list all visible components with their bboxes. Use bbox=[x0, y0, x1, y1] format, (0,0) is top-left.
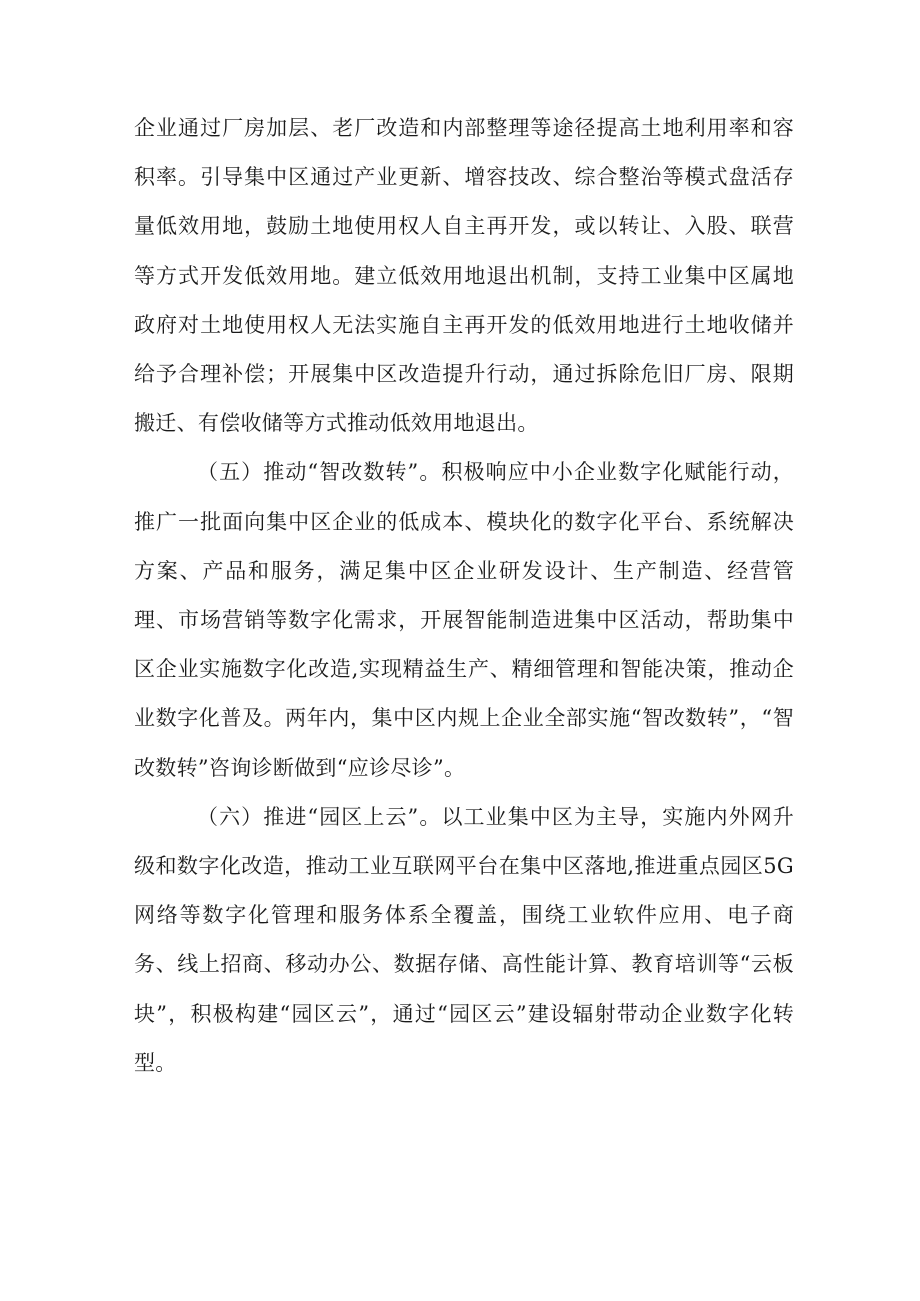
document-body bbox=[134, 104, 794, 1088]
paragraph-land-use: 企业通过厂房加层、老厂改造和内部整理等途径提高土地利用率和容积率。引导集中区通过产业更新、增容技改、综合整治等模式盘活存量低效用地，鼓励土地使用权人自主再开发，或以转让、入股、联营等方式开发低效用地。建立低效用地退出机制，支持工业集中区属地政府对土地使用权人无法实施自主再开发的低效用地进行土地收储并给予合理补偿；开展集中区改造提升行动，通过拆除危旧厂房、限期搬迁、有偿收储等方式推动低效用地退出。 bbox=[134, 116, 794, 436]
paragraph-smart-digital-transformation: （五）推动“智改数转”。积极响应中小企业数字化赋能行动，推广一批面向集中区企业的低成本、模块化的数字化平台、系统解决方案、产品和服务，满足集中区企业研发设计、生产制造、经营管理、市场营销等数字化需求，开展智能制造进集中区活动，帮助集中区企业实施数字化改造,实现精益生产、精细管理和智能决策，推动企业数字化普及。两年内，集中区内规上企业全部实施“智改数转”，“智改数转”咨询诊断做到“应诊尽诊”。 bbox=[134, 460, 794, 780]
paragraph-park-cloud: （六）推进“园区上云”。以工业集中区为主导，实施内外网升级和数字化改造，推动工业互联网平台在集中区落地,推进重点园区5G网络等数字化管理和服务体系全覆盖，围绕工业软件应用、电子商务、线上招商、移动办公、数据存储、高性能计算、教育培训等“云板块”，积极构建“园区云”，通过“园区云”建设辐射带动企业数字化转型。 bbox=[134, 804, 794, 1075]
